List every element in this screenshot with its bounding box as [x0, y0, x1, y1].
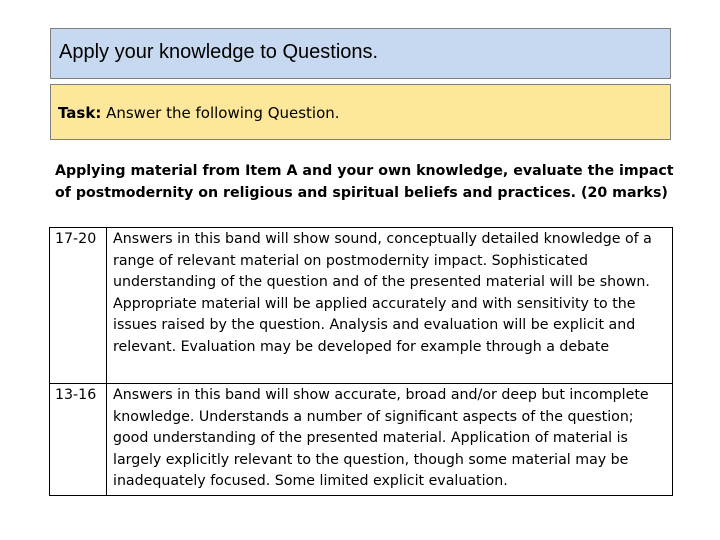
descriptor-cell: Answers in this band will show accurate, broad and/or deep but incomplete knowledge. Understands a number of significant aspects of the question; good understanding of the presented material. Application of material is largely explicitly relevant to the question, though some material may be inadequately focused. Some limited explicit evaluation.: [107, 384, 673, 496]
page-title: Apply your knowledge to Questions.: [59, 41, 379, 63]
task-text: Answer the following Question.: [101, 104, 340, 122]
task-line: [58, 104, 340, 122]
band-cell: 13-16: [50, 384, 107, 496]
table-row: [50, 228, 673, 384]
mark-scheme-table: [49, 227, 673, 496]
task-label: Task:: [58, 104, 102, 122]
task-banner: [50, 84, 671, 140]
question-prompt: Applying material from Item A and your own knowledge, evaluate the impact of postmodernity on religious and spiritual beliefs and practices. (20 marks): [55, 163, 674, 201]
title-banner: [50, 28, 671, 79]
descriptor-cell: Answers in this band will show sound, conceptually detailed knowledge of a range of relevant material on postmodernity impact. Sophisticated understanding of the question and of the presented material will be shown. Appropriate material will be applied accurately and with sensitivity to the issues raised by the question. Analysis and evaluation will be explicit and relevant. Evaluation may be developed for example through a debate: [107, 228, 673, 384]
band-cell: 17-20: [50, 228, 107, 384]
table-row: [50, 384, 673, 496]
